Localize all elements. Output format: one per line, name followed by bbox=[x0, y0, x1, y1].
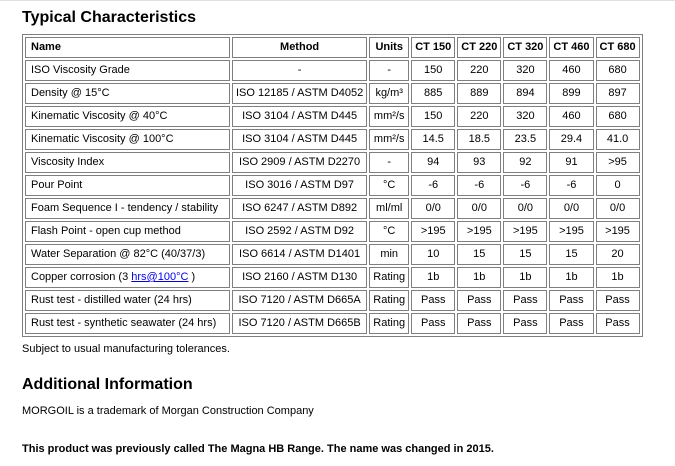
cell-value-ct-150: Pass bbox=[411, 313, 455, 334]
column-header-ct-150: CT 150 bbox=[411, 37, 455, 58]
cell-value-ct-320: 15 bbox=[503, 244, 547, 265]
cell-value-ct-220: 0/0 bbox=[457, 198, 501, 219]
cell-value-ct-460: 91 bbox=[549, 152, 593, 173]
table-row bbox=[25, 175, 640, 196]
cell-value-ct-220: Pass bbox=[457, 290, 501, 311]
cell-value-ct-320: 23.5 bbox=[503, 129, 547, 150]
cell-value-ct-680: 0/0 bbox=[596, 198, 640, 219]
column-header-ct-460: CT 460 bbox=[549, 37, 593, 58]
tolerance-note: Subject to usual manufacturing tolerances. bbox=[22, 343, 230, 355]
cell-value-ct-320: 92 bbox=[503, 152, 547, 173]
cell-units: mm²/s bbox=[369, 129, 409, 150]
cell-value-ct-680: 680 bbox=[596, 60, 640, 81]
cell-value-ct-150: 1b bbox=[411, 267, 455, 288]
cell-value-ct-150: 150 bbox=[411, 106, 455, 127]
cell-value-ct-220: 93 bbox=[457, 152, 501, 173]
cell-name: Kinematic Viscosity @ 100°C bbox=[25, 129, 230, 150]
cell-value-ct-680: 1b bbox=[596, 267, 640, 288]
cell-units: Rating bbox=[369, 267, 409, 288]
table-row bbox=[25, 83, 640, 104]
cell-name: Kinematic Viscosity @ 40°C bbox=[25, 106, 230, 127]
cell-method: ISO 3104 / ASTM D445 bbox=[232, 129, 367, 150]
table-row bbox=[25, 221, 640, 242]
cell-value-ct-320: 1b bbox=[503, 267, 547, 288]
cell-value-ct-680: 20 bbox=[596, 244, 640, 265]
cell-name: Flash Point - open cup method bbox=[25, 221, 230, 242]
cell-value-ct-460: Pass bbox=[549, 313, 593, 334]
cell-value-ct-320: >195 bbox=[503, 221, 547, 242]
table-row bbox=[25, 244, 640, 265]
cell-units: Rating bbox=[369, 313, 409, 334]
cell-value-ct-220: 15 bbox=[457, 244, 501, 265]
cell-value-ct-460: 899 bbox=[549, 83, 593, 104]
cell-method: ISO 6247 / ASTM D892 bbox=[232, 198, 367, 219]
cell-name: Pour Point bbox=[25, 175, 230, 196]
cell-value-ct-680: 680 bbox=[596, 106, 640, 127]
cell-method: - bbox=[232, 60, 367, 81]
cell-value-ct-680: >195 bbox=[596, 221, 640, 242]
cell-value-ct-460: >195 bbox=[549, 221, 593, 242]
column-header-ct-320: CT 320 bbox=[503, 37, 547, 58]
table-row bbox=[25, 290, 640, 311]
cell-method: ISO 3104 / ASTM D445 bbox=[232, 106, 367, 127]
cell-value-ct-150: 10 bbox=[411, 244, 455, 265]
cell-units: Rating bbox=[369, 290, 409, 311]
cell-value-ct-220: 18.5 bbox=[457, 129, 501, 150]
cell-value-ct-320: Pass bbox=[503, 290, 547, 311]
cell-value-ct-150: -6 bbox=[411, 175, 455, 196]
cell-name: Rust test - distilled water (24 hrs) bbox=[25, 290, 230, 311]
cell-value-ct-680: Pass bbox=[596, 290, 640, 311]
cell-method: ISO 7120 / ASTM D665A bbox=[232, 290, 367, 311]
table-row bbox=[25, 129, 640, 150]
cell-name: Rust test - synthetic seawater (24 hrs) bbox=[25, 313, 230, 334]
cell-value-ct-320: Pass bbox=[503, 313, 547, 334]
cell-value-ct-320: 894 bbox=[503, 83, 547, 104]
cell-name: Viscosity Index bbox=[25, 152, 230, 173]
column-header-method: Method bbox=[232, 37, 367, 58]
cell-method: ISO 7120 / ASTM D665B bbox=[232, 313, 367, 334]
cell-value-ct-150: >195 bbox=[411, 221, 455, 242]
cell-value-ct-220: 220 bbox=[457, 60, 501, 81]
cell-units: °C bbox=[369, 175, 409, 196]
cell-units: min bbox=[369, 244, 409, 265]
cell-method: ISO 2592 / ASTM D92 bbox=[232, 221, 367, 242]
table-row bbox=[25, 60, 640, 81]
cell-value-ct-320: -6 bbox=[503, 175, 547, 196]
cell-value-ct-680: 41.0 bbox=[596, 129, 640, 150]
table-row bbox=[25, 152, 640, 173]
typical-characteristics-table bbox=[22, 34, 643, 337]
cell-value-ct-220: >195 bbox=[457, 221, 501, 242]
copper-corrosion-link[interactable]: hrs@100°C bbox=[131, 271, 189, 283]
cell-units: - bbox=[369, 60, 409, 81]
cell-value-ct-460: 1b bbox=[549, 267, 593, 288]
cell-value-ct-150: 0/0 bbox=[411, 198, 455, 219]
cell-value-ct-320: 320 bbox=[503, 106, 547, 127]
cell-value-ct-460: 460 bbox=[549, 106, 593, 127]
cell-value-ct-150: Pass bbox=[411, 290, 455, 311]
cell-units: - bbox=[369, 152, 409, 173]
table-row bbox=[25, 267, 640, 288]
cell-value-ct-460: 460 bbox=[549, 60, 593, 81]
cell-value-ct-150: 94 bbox=[411, 152, 455, 173]
cell-method: ISO 2909 / ASTM D2270 bbox=[232, 152, 367, 173]
cell-value-ct-460: 29.4 bbox=[549, 129, 593, 150]
cell-name: ISO Viscosity Grade bbox=[25, 60, 230, 81]
cell-value-ct-220: 1b bbox=[457, 267, 501, 288]
cell-method: ISO 6614 / ASTM D1401 bbox=[232, 244, 367, 265]
cell-value-ct-220: 220 bbox=[457, 106, 501, 127]
cell-value-ct-220: Pass bbox=[457, 313, 501, 334]
cell-value-ct-220: -6 bbox=[457, 175, 501, 196]
cell-name: Water Separation @ 82°C (40/37/3) bbox=[25, 244, 230, 265]
cell-value-ct-680: >95 bbox=[596, 152, 640, 173]
cell-value-ct-680: 897 bbox=[596, 83, 640, 104]
column-header-ct-680: CT 680 bbox=[596, 37, 640, 58]
cell-value-ct-150: 150 bbox=[411, 60, 455, 81]
cell-value-ct-320: 0/0 bbox=[503, 198, 547, 219]
table-row bbox=[25, 313, 640, 334]
cell-value-ct-220: 889 bbox=[457, 83, 501, 104]
cell-value-ct-460: Pass bbox=[549, 290, 593, 311]
page-title: Typical Characteristics bbox=[22, 9, 197, 26]
document-page bbox=[0, 1, 675, 456]
additional-information-heading: Additional Information bbox=[22, 376, 193, 393]
cell-value-ct-460: 15 bbox=[549, 244, 593, 265]
cell-method: ISO 2160 / ASTM D130 bbox=[232, 267, 367, 288]
cell-value-ct-460: 0/0 bbox=[549, 198, 593, 219]
table-header-row bbox=[25, 37, 640, 58]
cell-value-ct-150: 885 bbox=[411, 83, 455, 104]
cell-value-ct-460: -6 bbox=[549, 175, 593, 196]
trademark-note: MORGOIL is a trademark of Morgan Construction Company bbox=[22, 405, 314, 417]
cell-units: ml/ml bbox=[369, 198, 409, 219]
column-header-units: Units bbox=[369, 37, 409, 58]
table-row bbox=[25, 198, 640, 219]
rename-note: This product was previously called The Magna HB Range. The name was changed in 2015. bbox=[22, 443, 494, 455]
cell-units: kg/m³ bbox=[369, 83, 409, 104]
cell-value-ct-680: 0 bbox=[596, 175, 640, 196]
cell-units: mm²/s bbox=[369, 106, 409, 127]
cell-name: Foam Sequence I - tendency / stability bbox=[25, 198, 230, 219]
cell-value-ct-150: 14.5 bbox=[411, 129, 455, 150]
cell-value-ct-680: Pass bbox=[596, 313, 640, 334]
column-header-name: Name bbox=[25, 37, 230, 58]
cell-name: Density @ 15°C bbox=[25, 83, 230, 104]
cell-name: Copper corrosion (3 hrs@100°C ) bbox=[25, 267, 230, 288]
cell-method: ISO 3016 / ASTM D97 bbox=[232, 175, 367, 196]
cell-method: ISO 12185 / ASTM D4052 bbox=[232, 83, 367, 104]
column-header-ct-220: CT 220 bbox=[457, 37, 501, 58]
table-row bbox=[25, 106, 640, 127]
cell-units: °C bbox=[369, 221, 409, 242]
cell-value-ct-320: 320 bbox=[503, 60, 547, 81]
